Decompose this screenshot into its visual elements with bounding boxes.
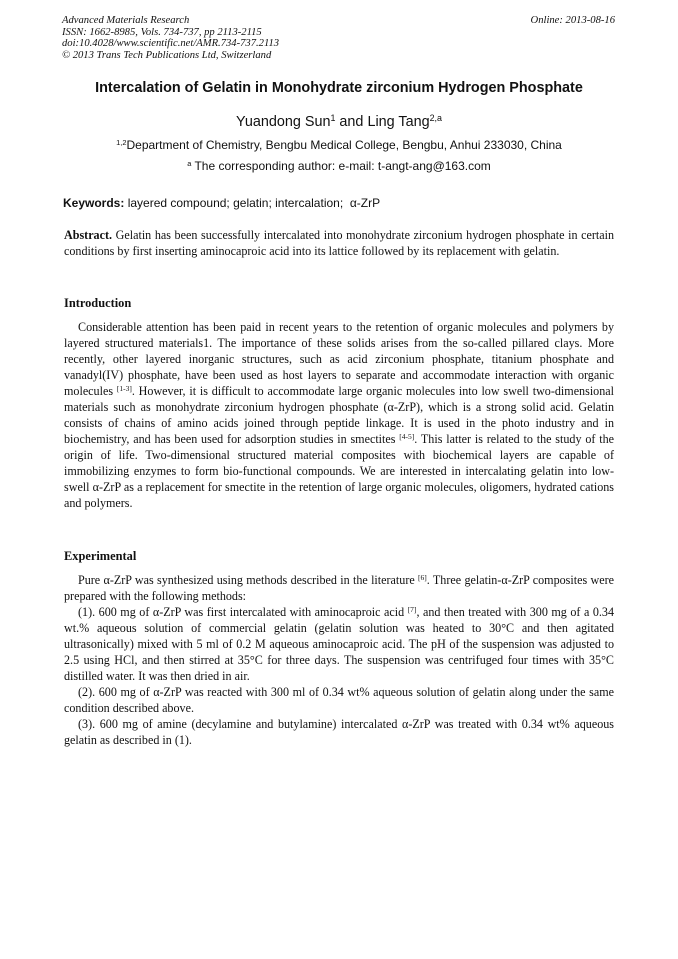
experimental-body: [64, 572, 614, 748]
intro-text-a: Considerable attention has been paid in recent years to the retention of organic molecules and polymers by layered structured materials1. The importance of these solids arises from the so-called pillared clays. More recently, other layered inorganic structures, such as acid zirconium phosphate, titanium phosphate and vanadyl(IV) phosphate, have been used as host layers to separate and accommodate interaction with organic molecules: [64, 320, 614, 398]
author-1: Yuandong Sun: [236, 114, 331, 130]
journal-header: [62, 15, 279, 61]
paper-title: Intercalation of Gelatin in Monohydrate zirconium Hydrogen Phosphate: [95, 80, 583, 96]
author-line: [0, 114, 678, 130]
keywords: [63, 196, 615, 210]
corresponding-sup: a: [187, 158, 192, 168]
citation-1-3: [1-3]: [116, 383, 132, 393]
introduction-body: [64, 319, 614, 511]
online-date: Online: 2013-08-16: [530, 15, 615, 26]
affiliation: [0, 138, 678, 152]
exp-text-b: . Three gelatin-α-ZrP composites were prepared with the following methods:: [64, 573, 614, 603]
author-connector: and: [335, 114, 368, 130]
corresponding-text: The corresponding author: e-mail: t-angt-ang@163.com: [191, 159, 491, 173]
keywords-text: layered compound; gelatin; intercalation; α-ZrP: [124, 196, 381, 210]
citation-7: [7]: [407, 604, 417, 614]
citation-4-5: [4-5]: [399, 431, 415, 441]
intro-text-c: . This latter is related to the study of the origin of life. Two-dimensional structured material composites with biochemical layers are capable of immobilizing enzymes to form bio-functional compounds. We are interested in intercalating gelatin into low-swell α-ZrP as a replacement for smectite in the retention of large organic molecules, oligomers, hydrated cations and polymers.: [64, 432, 615, 510]
abstract-text: Gelatin has been successfully intercalated into monohydrate zirconium hydrogen phosphate in certain conditions by first inserting aminocaproic acid into its lattice followed by its replacement with gelatin.: [64, 228, 614, 258]
introduction-heading: Introduction: [64, 296, 132, 310]
author-1-sup: 1: [330, 113, 336, 124]
intro-text-b: . However, it is difficult to accommodate large organic molecules into low swell two-dimensional materials such as monohydrate zirconium hydrogen phosphate (α-ZrP), which is a strong solid acid. Gelatin consists of chains of amino acids joined through peptide linkage. It is used in the photo industry and in biochemistry, and has been used for adsorption studies in smectites: [64, 384, 614, 446]
method-1-text-a: (1). 600 mg of α-ZrP was first intercalated with aminocaproic acid: [78, 605, 408, 619]
author-2-sup: 2,a: [429, 113, 442, 124]
experimental-method-3: (3). 600 mg of amine (decylamine and butylamine) intercalated α-ZrP was treated with 0.34 wt% aqueous gelatin as described in (1).: [64, 717, 614, 747]
abstract: [64, 227, 614, 259]
keywords-label: Keywords:: [63, 196, 125, 210]
journal-copyright: © 2013 Trans Tech Publications Ltd, Switzerland: [62, 49, 272, 61]
abstract-label: Abstract.: [64, 228, 113, 242]
journal-name: Advanced Materials Research: [62, 15, 190, 26]
experimental-heading: Experimental: [64, 549, 137, 563]
citation-6: [6]: [418, 572, 427, 582]
affiliation-sup: 1,2: [116, 137, 127, 147]
author-2: Ling Tang: [367, 114, 430, 130]
introduction-paragraph: [64, 319, 614, 511]
journal-issn: ISSN: 1662-8985, Vols. 734-737, pp 2113-2115: [62, 26, 262, 38]
experimental-method-2: (2). 600 mg of α-ZrP was reacted with 300 ml of 0.34 wt% aqueous solution of gelatin along under the same condition described above.: [64, 685, 614, 715]
experimental-method-1: [64, 604, 614, 684]
affiliation-text: Department of Chemistry, Bengbu Medical College, Bengbu, Anhui 233030, China: [126, 138, 562, 152]
method-1-text-b: , and then treated with 300 mg of a 0.34 wt.% aqueous solution of commercial gelatin (gelatin solution was heated to 30°C and then agitated ultrasonically) mixed with 5 ml of 0.2 M aqueous aminocaproic acid. The pH of the suspension was adjusted to 2.5 using HCl, and then stirred at 35°C for three days. The suspension was centrifuged four times with 35°C distilled water. It was then dried in air.: [64, 605, 614, 683]
journal-doi: doi:10.4028/www.scientific.net/AMR.734-737.2113: [62, 38, 280, 50]
exp-text-a: Pure α-ZrP was synthesized using methods described in the literature: [78, 573, 419, 587]
corresponding-author: [0, 159, 678, 173]
experimental-paragraph-1: [64, 572, 614, 604]
